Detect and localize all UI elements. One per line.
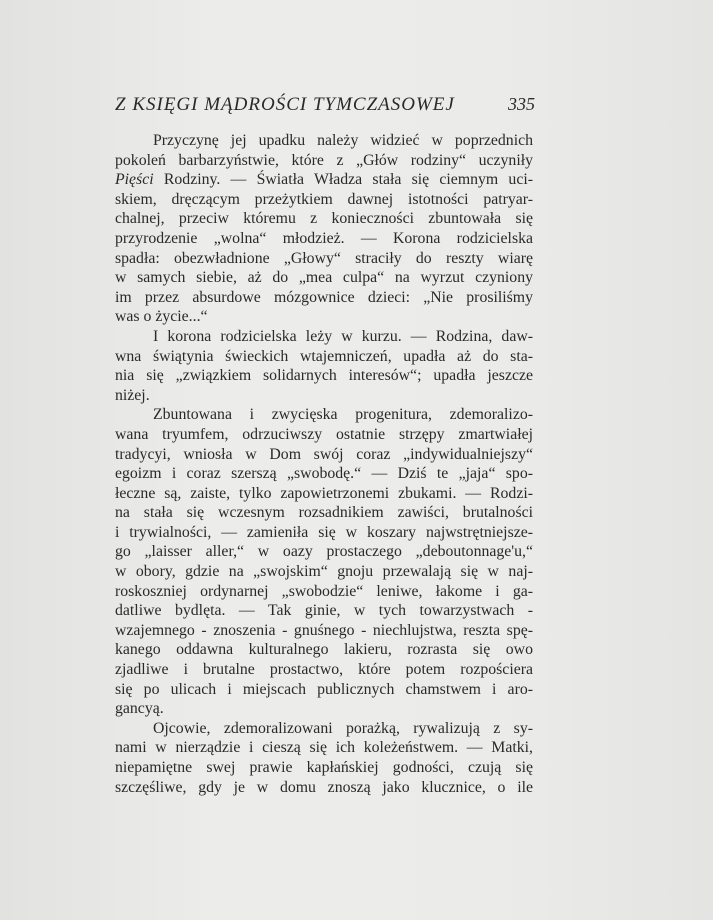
text-line: skiem, dręczącym przeżytkiem dawnej istotności patryar- — [115, 190, 533, 208]
text-line: roskoszniej ordynarnej „swobodzie“ leniwe, łakome i ga- — [115, 582, 533, 600]
text-line: Ojcowie, zdemoralizowani porażką, rywalizują z sy- — [153, 719, 533, 737]
text-line: Pięści Rodziny. — Światła Władza stała się ciemnym uci- — [115, 171, 533, 189]
text-line: szczęśliwe, gdy je w domu znoszą jako klucznice, o ile — [115, 778, 533, 796]
text-line: Przyczynę jej upadku należy widzieć w poprzednich — [153, 132, 533, 149]
running-title: Z KSIĘGI MĄDROŚCI TYMCZASOWEJ — [115, 94, 455, 115]
text-line: łeczne są, zaiste, tylko zapowietrzonemi zbukami. — Rodzi- — [115, 484, 533, 502]
text-line: was o życie...“ — [115, 308, 208, 326]
text-line: niepamiętne swej prawie kapłańskiej godności, czują się — [115, 759, 533, 776]
text-line: chalnej, przeciw któremu z konieczności zbuntowała się — [115, 210, 533, 228]
body-text — [115, 131, 533, 797]
text-line: niżej. — [115, 386, 150, 404]
text-line: datliwe bydlęta. — Tak ginie, w tych towarzystwach - — [115, 602, 533, 620]
text-line: Zbuntowana i zwycięska progenitura, zdemoralizo- — [153, 406, 533, 424]
page-number: 335 — [508, 94, 535, 114]
text-line: im przez absurdowe mózgownice dzieci: „Nie prosiliśmy — [115, 288, 533, 306]
text-line: I korona rodzicielska leży w kurzu. — Rodzina, daw- — [153, 327, 533, 345]
page-header — [115, 94, 535, 120]
text-line: przyrodzenie „wolna“ młodzież. — Korona rodzicielska — [115, 229, 533, 247]
text-line: nami w nierządzie i cieszą się ich koleżeństwem. — Matki, — [115, 739, 533, 757]
text-line: gancyą. — [115, 700, 164, 718]
text-line: wana tryumfem, odrzuciwszy ostatnie strzępy zmartwiałej — [115, 425, 533, 443]
text-line: go „laisser aller,“ w oazy prostaczego „deboutonnage'u,“ — [115, 543, 533, 561]
text-line: kanego oddawna kulturalnego lakieru, rozrasta się owo — [115, 641, 533, 659]
text-line: się po ulicach i miejscach publicznych chamstwem i aro- — [115, 680, 533, 698]
text-line: egoizm i coraz szerszą „swobodę.“ — Dziś te „jaja“ spo- — [115, 465, 533, 483]
text-line: zjadliwe i brutalne prostactwo, które potem rozpościera — [115, 661, 533, 679]
text-line: wzajemnego - znoszenia - gnuśnego - niechlujstwa, reszta spę- — [115, 621, 533, 639]
text-line: pokoleń barbarzyństwie, które z „Głów rodziny“ uczyniły — [115, 151, 533, 169]
text-line: w samych siebie, aż do „mea culpa“ na wyrzut czyniony — [115, 269, 533, 287]
text-line: spadła: obezwładnione „Głowy“ straciły do reszty wiarę — [115, 249, 533, 267]
text-line: na stała się wczesnym rozsadnikiem zawiści, brutalności — [115, 504, 533, 522]
text-line: wna świątynia świeckich wtajemniczeń, upadła aż do sta- — [115, 347, 533, 365]
text-line: tradycyi, wniosła w Dom swój coraz „indywidualniejszy“ — [115, 445, 533, 463]
text-line: i trywialności, — zamieniła się w koszary najwstrętniejsze- — [115, 523, 533, 541]
text-line: nia się „związkiem solidarnych interesów“; upadła jeszcze — [115, 367, 533, 385]
text-line: w obory, gdzie na „swojskim“ gnoju przewalają się w naj- — [115, 563, 533, 581]
